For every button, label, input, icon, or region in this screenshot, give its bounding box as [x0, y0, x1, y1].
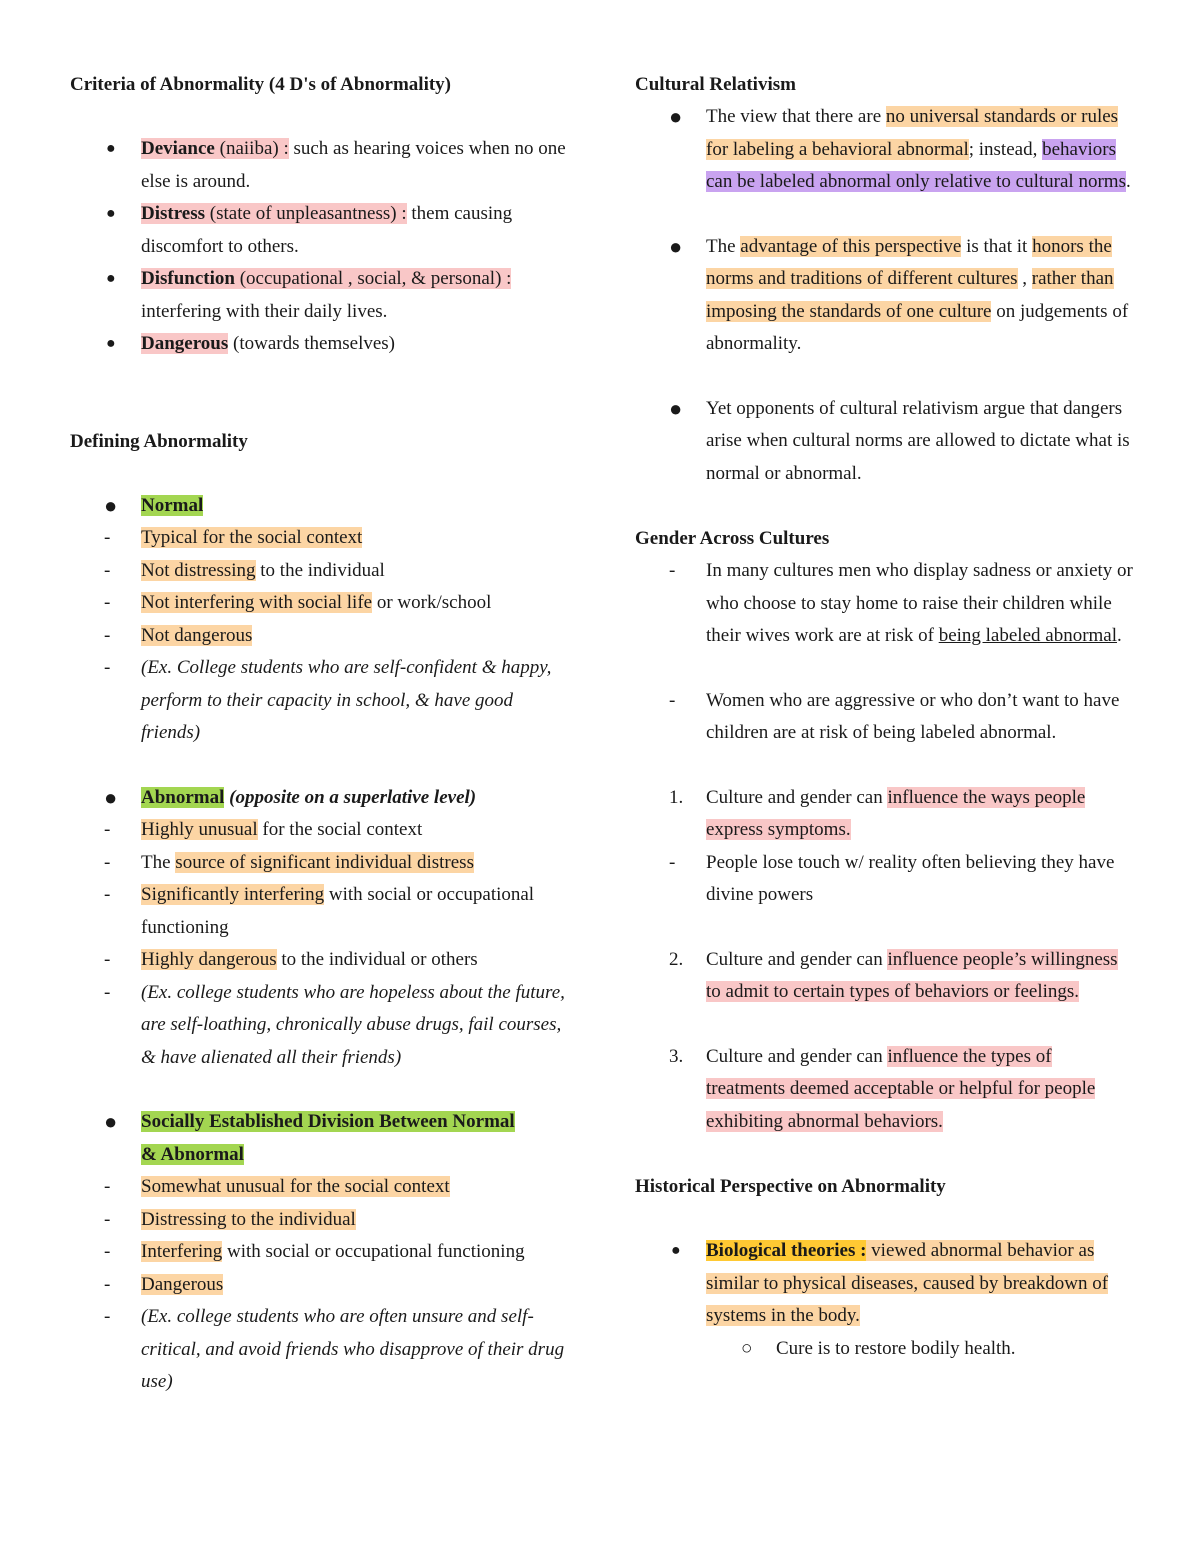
dash-icon: - — [104, 1176, 111, 1197]
list-item: - Not interfering with social life or work/school — [70, 587, 570, 620]
dash-icon: - — [104, 1273, 111, 1295]
dash-icon: - — [104, 624, 111, 646]
abnormal-title: ● Abnormal (opposite on a superlative level) — [70, 782, 570, 815]
dash-icon: - — [104, 1208, 111, 1230]
dash-icon: - — [104, 851, 111, 873]
list-item: - In many cultures men who display sadness or anxiety or who choose to stay home to raise their children while their wives work are at risk of being labeled abnormal. — [635, 555, 1135, 653]
cultural-point-1: ● The view that there are no universal standards or rules for labeling a behavioral abnormal; instead, behaviors can be labeled abnormal only relative to cultural norms. — [635, 101, 1135, 199]
list-item: - (Ex. college students who are hopeless about the future, are self-loathing, chronically abuse drugs, fail courses, & have alienated all their friends) — [70, 977, 570, 1075]
criteria-item-deviance: ● Deviance (naiiba) : such as hearing voices when no one else is around. — [70, 133, 570, 198]
dash-icon: - — [104, 819, 111, 840]
dash-icon: - — [104, 592, 111, 613]
list-item: - (Ex. College students who are self-confident & happy, perform to their capacity in school, & have good friends) — [70, 652, 570, 750]
dash-icon: - — [104, 981, 111, 1003]
list-item: - (Ex. college students who are often unsure and self-critical, and avoid friends who disapprove of their drug use) — [70, 1301, 570, 1399]
left-column — [70, 68, 570, 1399]
cultural-point-3: ● Yet opponents of cultural relativism argue that dangers arise when cultural norms are allowed to dictate what is normal or abnormal. — [635, 393, 1135, 491]
dash-icon: - — [104, 559, 111, 581]
list-item: - Somewhat unusual for the social context — [70, 1171, 570, 1204]
sub-item-cure: ○ Cure is to restore bodily health. — [635, 1333, 1135, 1366]
defining-heading: Defining Abnormality — [70, 430, 248, 452]
dash-icon: - — [104, 884, 111, 905]
numbered-item-3: 3. Culture and gender can influence the types of treatments deemed acceptable or helpful for people exhibiting abnormal behaviors. — [669, 1045, 1096, 1132]
list-item: - Not distressing to the individual — [70, 555, 570, 588]
right-column — [635, 68, 1135, 1365]
numbered-item-2: 2. Culture and gender can influence people’s willingness to admit to certain types of behaviors or feelings. — [669, 948, 1118, 1002]
bullet-icon: ● — [671, 1242, 681, 1259]
bullet-icon: ● — [106, 140, 116, 157]
bullet-icon: ● — [106, 270, 116, 287]
dash-icon: - — [104, 1306, 111, 1327]
biological-theories-item: ● Biological theories : viewed abnormal behavior as similar to physical diseases, caused by breakdown of systems in the body. — [635, 1235, 1135, 1333]
bullet-icon: ● — [106, 205, 116, 222]
cultural-point-2: ● The advantage of this perspective is that it honors the norms and traditions of different cultures , rather than imposing the standards of one culture on judgements of abnormality. — [635, 231, 1135, 361]
bullet-icon: ● — [104, 1109, 118, 1134]
list-item: - Highly dangerous to the individual or others — [70, 944, 570, 977]
normal-title: ● Normal — [70, 490, 570, 523]
bullet-icon: ● — [669, 233, 683, 259]
dash-icon: - — [669, 689, 676, 711]
list-item: - Not dangerous — [70, 620, 570, 653]
hollow-circle-icon: ○ — [741, 1337, 753, 1359]
bullet-icon: ● — [669, 395, 683, 421]
bullet-icon: ● — [106, 335, 116, 352]
dash-icon: - — [104, 527, 111, 548]
list-item: - People lose touch w/ reality often believing they have divine powers — [635, 847, 1135, 912]
list-item: - Typical for the social context — [70, 522, 570, 555]
dash-icon: - — [104, 949, 111, 970]
bullet-icon: ● — [104, 784, 118, 810]
dash-icon: - — [669, 851, 676, 873]
list-item: - Significantly interfering with social or occupational functioning — [70, 879, 570, 944]
list-item: - Women who are aggressive or who don’t want to have children are at risk of being labeled abnormal. — [635, 685, 1135, 750]
numbered-item-1: 1. Culture and gender can influence the ways people express symptoms. — [669, 786, 1086, 840]
list-item: - Dangerous — [70, 1269, 570, 1302]
criteria-item-dangerous: ● Dangerous (towards themselves) — [70, 328, 570, 361]
dash-icon: - — [104, 1241, 111, 1262]
bullet-icon: ● — [669, 104, 683, 129]
list-item: - Interfering with social or occupational functioning — [70, 1236, 570, 1269]
historical-heading: Historical Perspective on Abnormality — [635, 1176, 946, 1197]
criteria-heading: Criteria of Abnormality (4 D's of Abnormality) — [70, 74, 452, 95]
criteria-item-distress: ● Distress (state of unpleasantness) : them causing discomfort to others. — [70, 198, 570, 263]
social-division-title: ● Socially Established Division Between Normal & Abnormal — [70, 1106, 570, 1171]
cultural-heading: Cultural Relativism — [635, 74, 796, 95]
list-item: - Highly unusual for the social context — [70, 814, 570, 847]
list-item: - The source of significant individual distress — [70, 847, 570, 880]
criteria-item-disfunction: ● Disfunction (occupational , social, & personal) : interfering with their daily lives. — [70, 263, 570, 328]
dash-icon: - — [669, 560, 676, 581]
list-item: - Distressing to the individual — [70, 1204, 570, 1237]
dash-icon: - — [104, 657, 111, 678]
gender-heading: Gender Across Cultures — [635, 528, 830, 549]
bullet-icon: ● — [104, 492, 118, 518]
